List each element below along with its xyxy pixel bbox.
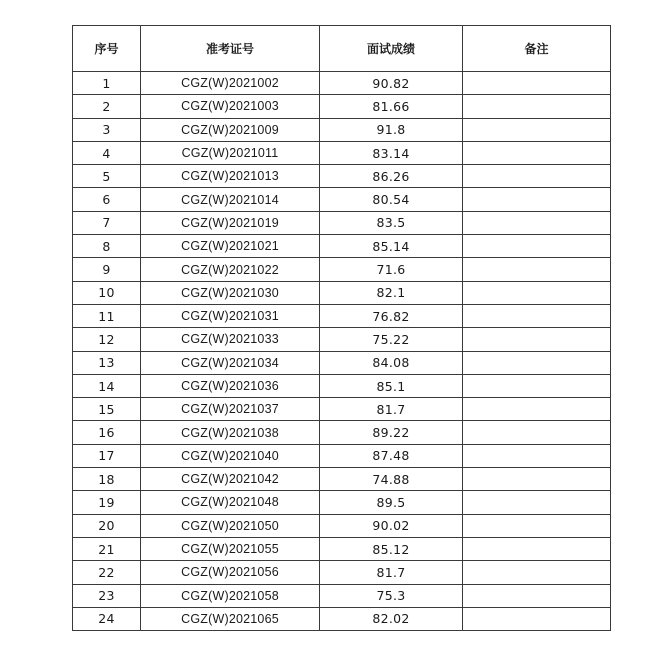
cell-score: 83.14 xyxy=(320,141,463,164)
table-row xyxy=(73,537,611,560)
cell-exam-id: CGZ(W)2021021 xyxy=(141,235,320,258)
cell-score: 80.54 xyxy=(320,188,463,211)
table-row xyxy=(73,561,611,584)
cell-score: 81.7 xyxy=(320,398,463,421)
cell-exam-id: CGZ(W)2021036 xyxy=(141,374,320,397)
cell-remarks xyxy=(463,351,611,374)
cell-score: 75.3 xyxy=(320,584,463,607)
cell-index: 12 xyxy=(73,328,141,351)
table-row xyxy=(73,421,611,444)
cell-exam-id: CGZ(W)2021037 xyxy=(141,398,320,421)
cell-score: 87.48 xyxy=(320,444,463,467)
table-row xyxy=(73,72,611,95)
cell-index: 24 xyxy=(73,607,141,630)
cell-remarks xyxy=(463,235,611,258)
cell-remarks xyxy=(463,421,611,444)
table-row xyxy=(73,468,611,491)
cell-score: 85.14 xyxy=(320,235,463,258)
table-body xyxy=(73,72,611,631)
cell-exam-id: CGZ(W)2021042 xyxy=(141,468,320,491)
cell-exam-id: CGZ(W)2021022 xyxy=(141,258,320,281)
cell-index: 8 xyxy=(73,235,141,258)
cell-remarks xyxy=(463,491,611,514)
table-row xyxy=(73,607,611,630)
cell-score: 82.02 xyxy=(320,607,463,630)
table-row xyxy=(73,211,611,234)
cell-exam-id: CGZ(W)2021019 xyxy=(141,211,320,234)
header-row xyxy=(73,26,611,72)
table-row xyxy=(73,514,611,537)
cell-index: 14 xyxy=(73,374,141,397)
cell-remarks xyxy=(463,537,611,560)
cell-score: 90.82 xyxy=(320,72,463,95)
table-row xyxy=(73,118,611,141)
table-row xyxy=(73,584,611,607)
table-row xyxy=(73,235,611,258)
cell-score: 82.1 xyxy=(320,281,463,304)
table-row xyxy=(73,491,611,514)
cell-remarks xyxy=(463,398,611,421)
table-row xyxy=(73,95,611,118)
cell-score: 74.88 xyxy=(320,468,463,491)
cell-index: 7 xyxy=(73,211,141,234)
cell-score: 75.22 xyxy=(320,328,463,351)
cell-score: 90.02 xyxy=(320,514,463,537)
cell-exam-id: CGZ(W)2021065 xyxy=(141,607,320,630)
cell-exam-id: CGZ(W)2021050 xyxy=(141,514,320,537)
cell-remarks xyxy=(463,468,611,491)
cell-exam-id: CGZ(W)2021040 xyxy=(141,444,320,467)
table-row xyxy=(73,188,611,211)
cell-exam-id: CGZ(W)2021030 xyxy=(141,281,320,304)
cell-score: 83.5 xyxy=(320,211,463,234)
table-row xyxy=(73,281,611,304)
cell-remarks xyxy=(463,258,611,281)
cell-remarks xyxy=(463,444,611,467)
table-header xyxy=(73,26,611,72)
cell-exam-id: CGZ(W)2021031 xyxy=(141,304,320,327)
cell-index: 5 xyxy=(73,165,141,188)
cell-index: 23 xyxy=(73,584,141,607)
header-score: 面试成绩 xyxy=(320,26,463,72)
cell-index: 18 xyxy=(73,468,141,491)
cell-score: 76.82 xyxy=(320,304,463,327)
cell-score: 91.8 xyxy=(320,118,463,141)
table-row xyxy=(73,374,611,397)
table-row xyxy=(73,258,611,281)
cell-index: 17 xyxy=(73,444,141,467)
cell-remarks xyxy=(463,165,611,188)
cell-score: 81.66 xyxy=(320,95,463,118)
cell-exam-id: CGZ(W)2021058 xyxy=(141,584,320,607)
cell-remarks xyxy=(463,72,611,95)
header-index: 序号 xyxy=(73,26,141,72)
cell-exam-id: CGZ(W)2021048 xyxy=(141,491,320,514)
cell-score: 81.7 xyxy=(320,561,463,584)
table-row xyxy=(73,141,611,164)
cell-index: 2 xyxy=(73,95,141,118)
cell-remarks xyxy=(463,607,611,630)
cell-index: 19 xyxy=(73,491,141,514)
cell-index: 13 xyxy=(73,351,141,374)
cell-index: 4 xyxy=(73,141,141,164)
table-row xyxy=(73,398,611,421)
cell-index: 21 xyxy=(73,537,141,560)
cell-remarks xyxy=(463,118,611,141)
cell-index: 3 xyxy=(73,118,141,141)
cell-remarks xyxy=(463,584,611,607)
cell-remarks xyxy=(463,514,611,537)
cell-score: 85.1 xyxy=(320,374,463,397)
cell-exam-id: CGZ(W)2021003 xyxy=(141,95,320,118)
cell-remarks xyxy=(463,95,611,118)
cell-index: 10 xyxy=(73,281,141,304)
cell-exam-id: CGZ(W)2021011 xyxy=(141,141,320,164)
cell-remarks xyxy=(463,328,611,351)
cell-score: 89.5 xyxy=(320,491,463,514)
cell-index: 1 xyxy=(73,72,141,95)
cell-index: 15 xyxy=(73,398,141,421)
cell-exam-id: CGZ(W)2021013 xyxy=(141,165,320,188)
cell-score: 89.22 xyxy=(320,421,463,444)
cell-remarks xyxy=(463,141,611,164)
cell-exam-id: CGZ(W)2021033 xyxy=(141,328,320,351)
cell-index: 16 xyxy=(73,421,141,444)
cell-exam-id: CGZ(W)2021034 xyxy=(141,351,320,374)
cell-index: 6 xyxy=(73,188,141,211)
cell-exam-id: CGZ(W)2021038 xyxy=(141,421,320,444)
interview-score-table xyxy=(72,25,611,631)
table-row xyxy=(73,351,611,374)
cell-index: 20 xyxy=(73,514,141,537)
cell-remarks xyxy=(463,304,611,327)
cell-index: 9 xyxy=(73,258,141,281)
cell-exam-id: CGZ(W)2021056 xyxy=(141,561,320,584)
cell-exam-id: CGZ(W)2021009 xyxy=(141,118,320,141)
cell-remarks xyxy=(463,561,611,584)
table-row xyxy=(73,165,611,188)
cell-score: 71.6 xyxy=(320,258,463,281)
cell-score: 86.26 xyxy=(320,165,463,188)
table-row xyxy=(73,444,611,467)
cell-exam-id: CGZ(W)2021014 xyxy=(141,188,320,211)
cell-remarks xyxy=(463,188,611,211)
cell-exam-id: CGZ(W)2021002 xyxy=(141,72,320,95)
cell-index: 22 xyxy=(73,561,141,584)
header-remarks: 备注 xyxy=(463,26,611,72)
cell-remarks xyxy=(463,374,611,397)
cell-index: 11 xyxy=(73,304,141,327)
header-exam-id: 准考证号 xyxy=(141,26,320,72)
cell-remarks xyxy=(463,281,611,304)
cell-score: 84.08 xyxy=(320,351,463,374)
cell-remarks xyxy=(463,211,611,234)
cell-exam-id: CGZ(W)2021055 xyxy=(141,537,320,560)
table-row xyxy=(73,304,611,327)
table-row xyxy=(73,328,611,351)
cell-score: 85.12 xyxy=(320,537,463,560)
